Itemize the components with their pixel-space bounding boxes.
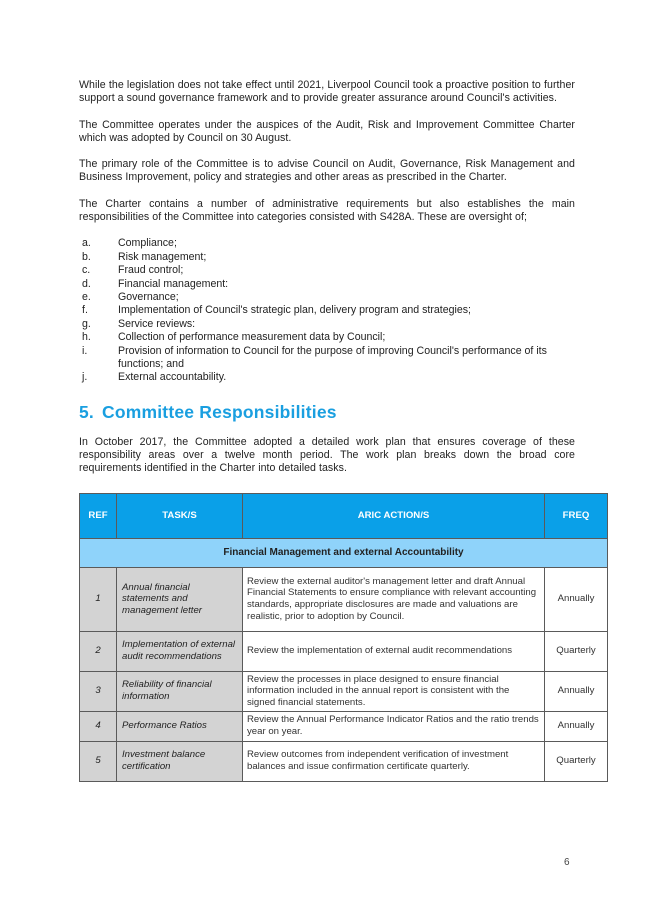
table-group-row	[80, 538, 608, 567]
list-item	[82, 331, 575, 344]
group-title: Financial Management and external Accountability	[80, 538, 608, 567]
list-text: Compliance;	[118, 237, 177, 250]
cell-task: Reliability of financial information	[117, 671, 243, 711]
cell-ref: 1	[80, 567, 117, 631]
list-item	[82, 371, 575, 384]
cell-freq: Annually	[545, 711, 608, 741]
cell-action: Review the implementation of external audit recommendations	[243, 631, 545, 671]
list-text: Governance;	[118, 291, 179, 303]
header-task: TASK/S	[117, 493, 243, 538]
section-title: Committee Responsibilities	[102, 401, 337, 422]
table-row	[80, 671, 608, 711]
cell-freq: Annually	[545, 567, 608, 631]
cell-ref: 3	[80, 671, 117, 711]
cell-action: Review the external auditor's management letter and draft Annual Financial Statements to ensure compliance with relevant accounting standards, appropriate disclosures are made and valuations are realistic, prior to adoption by Council.	[243, 567, 545, 631]
list-text: Financial management:	[118, 277, 229, 290]
page-number: 6	[564, 857, 570, 868]
list-text: Collection of performance measurement data by Council;	[118, 331, 386, 344]
header-ref: REF	[80, 493, 117, 538]
cell-task: Annual financial statements and management letter	[117, 567, 243, 631]
cell-action: Review the Annual Performance Indicator Ratios and the ratio trends year on year.	[243, 711, 545, 741]
table-row	[80, 711, 608, 741]
list-text: External accountability.	[118, 371, 227, 384]
cell-task: Performance Ratios	[117, 711, 243, 741]
oversight-list	[79, 237, 575, 384]
list-marker: d.	[82, 277, 91, 290]
paragraph-charter-requirements: The Charter contains a number of administrative requirements but also establishes the main responsibilities of the Committee into categories consisted with S428A. These are oversight of;	[79, 197, 575, 224]
cell-freq: Quarterly	[545, 741, 608, 781]
list-marker: h.	[82, 331, 91, 344]
table-row	[80, 741, 608, 781]
work-plan-table	[79, 493, 608, 782]
list-item	[82, 237, 575, 250]
cell-ref: 4	[80, 711, 117, 741]
list-marker: e.	[82, 291, 91, 303]
list-marker: a.	[82, 237, 91, 250]
cell-freq: Quarterly	[545, 631, 608, 671]
list-text: Fraud control;	[118, 264, 184, 277]
paragraph-primary-role: The primary role of the Committee is to advise Council on Audit, Governance, Risk Management and Business Improvement, policy and strategies and other areas as prescribed in the Charter.	[79, 158, 575, 184]
section-heading	[79, 402, 575, 423]
table-row	[80, 631, 608, 671]
table-row	[80, 567, 608, 631]
list-item	[82, 264, 575, 277]
page-content	[79, 79, 596, 782]
cell-action: Review the processes in place designed to ensure financial information included in the annual report is consistent with the signed financial statements.	[243, 671, 545, 711]
cell-freq: Annually	[545, 671, 608, 711]
list-marker: g.	[82, 317, 91, 330]
header-action: ARIC ACTION/S	[243, 493, 545, 538]
list-item	[82, 291, 575, 304]
list-item	[82, 251, 575, 264]
cell-action: Review outcomes from independent verification of investment balances and issue confirmation certificate quarterly.	[243, 741, 545, 781]
list-marker: b.	[82, 250, 91, 263]
list-marker: c.	[82, 264, 91, 277]
cell-ref: 2	[80, 631, 117, 671]
cell-task: Investment balance certification	[117, 741, 243, 781]
paragraph-legislation: While the legislation does not take effect until 2021, Liverpool Council took a proactive position to further support a sound governance framework and to provide greater assurance around Council's activities.	[79, 79, 575, 105]
header-freq: FREQ	[545, 493, 608, 538]
section-number: 5.	[79, 401, 94, 422]
cell-ref: 5	[80, 741, 117, 781]
paragraph-charter-auspices: The Committee operates under the auspices of the Audit, Risk and Improvement Committee Charter which was adopted by Council on 30 August.	[79, 118, 575, 144]
list-text: Risk management;	[118, 250, 207, 263]
list-text: Implementation of Council's strategic plan, delivery program and strategies;	[118, 304, 471, 317]
list-item	[82, 318, 575, 331]
list-item	[82, 345, 575, 372]
table-header-row	[80, 493, 608, 538]
list-marker: j.	[82, 371, 88, 384]
cell-task: Implementation of external audit recommendations	[117, 631, 243, 671]
list-item	[82, 278, 575, 291]
list-item	[82, 304, 575, 317]
list-marker: f.	[82, 304, 88, 317]
section-intro: In October 2017, the Committee adopted a detailed work plan that ensures coverage of these responsibility areas over a twelve month period. The work plan breaks down the broad core requirements identified in the Charter into detailed tasks.	[79, 435, 575, 475]
list-text: Provision of information to Council for the purpose of improving Council's performance of its functions; and	[118, 344, 547, 371]
list-marker: i.	[82, 344, 88, 357]
list-text: Service reviews:	[118, 317, 196, 330]
